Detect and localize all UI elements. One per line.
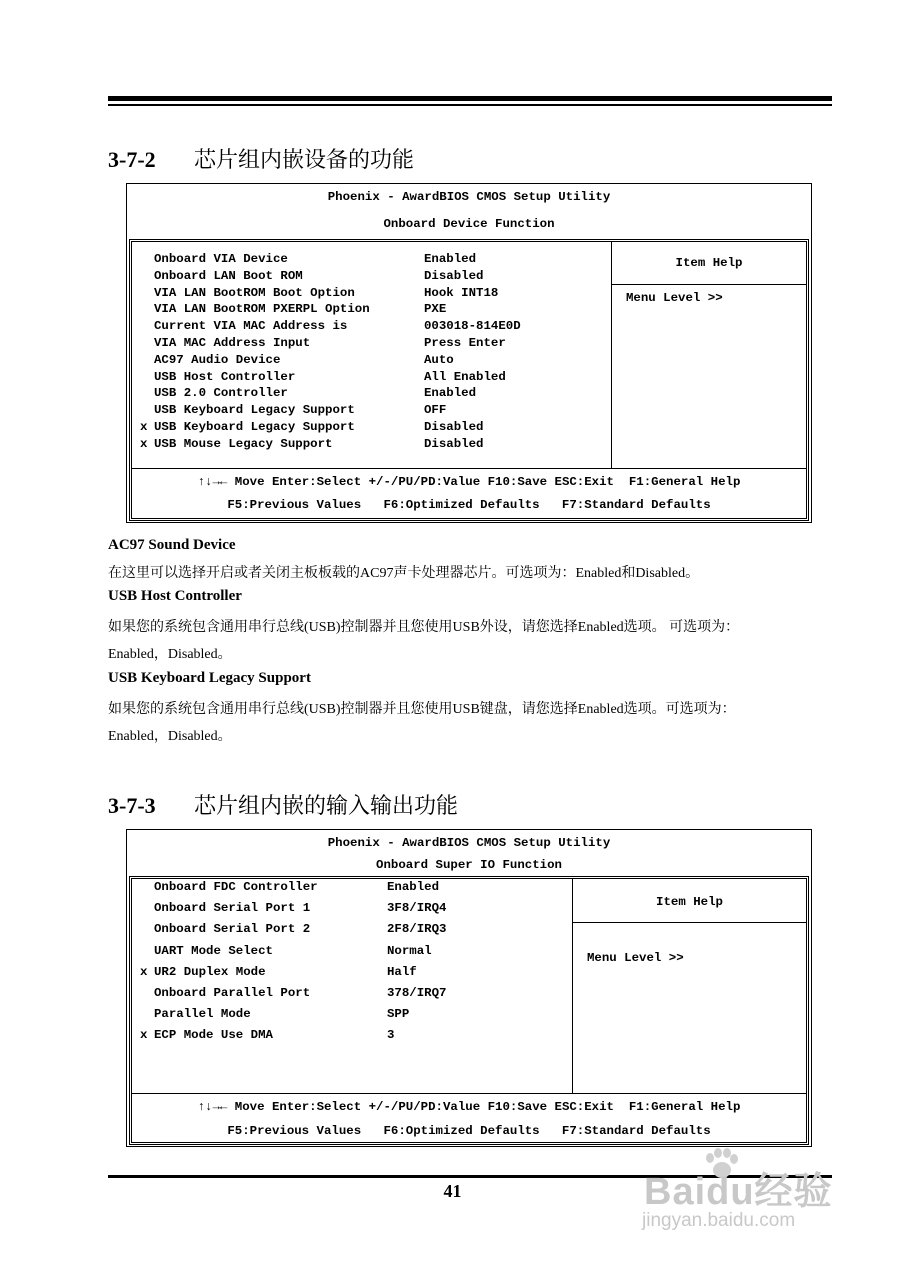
setting-label: USB Keyboard Legacy Support: [154, 403, 355, 418]
desc-text-usb-host-1: 如果您的系统包含通用串行总线(USB)控制器并且您使用USB外设，请您选择Enabled选项。 可选项为：: [108, 620, 740, 635]
bios-footer-keys: ↑↓→← Move Enter:Select +/-/PU/PD:Value F10:Save ESC:Exit F1:General Help: [197, 475, 741, 489]
setting-value[interactable]: Hook INT18: [424, 285, 499, 300]
setting-label: USB Mouse Legacy Support: [154, 436, 333, 451]
setting-label: Onboard VIA Device: [154, 252, 288, 266]
desc-text-usb-keyboard-2: Enabled，Disabled。: [108, 729, 232, 744]
disabled-marker: x: [140, 1028, 148, 1043]
desc-heading-ac97: AC97 Sound Device: [108, 537, 236, 553]
bios-inner-frame: [129, 876, 809, 1145]
bios-footer-defaults: F5:Previous Values F6:Optimized Defaults F7:Standard Defaults: [227, 1124, 711, 1138]
setting-label: Onboard Serial Port 1: [154, 901, 311, 916]
setting-label: AC97 Audio Device: [154, 352, 281, 367]
setting-value[interactable]: SPP: [387, 1007, 410, 1022]
section-number: 3-7-3: [108, 793, 156, 818]
setting-value[interactable]: Disabled: [424, 268, 484, 283]
setting-label: Current VIA MAC Address is: [154, 319, 348, 334]
item-help-title: Item Help: [675, 256, 743, 270]
setting-value[interactable]: Press Enter: [424, 336, 506, 350]
bios-header-subtitle: Onboard Device Function: [383, 217, 555, 231]
setting-label: USB 2.0 Controller: [154, 386, 288, 401]
item-help-title: Item Help: [656, 895, 723, 909]
setting-value[interactable]: 3F8/IRQ4: [387, 901, 447, 916]
section-title-3-7-2: [108, 143, 414, 174]
desc-heading-usb-keyboard: USB Keyboard Legacy Support: [108, 670, 311, 686]
setting-label: VIA LAN BootROM Boot Option: [154, 285, 355, 300]
desc-heading-usb-host: USB Host Controller: [108, 588, 242, 604]
bios-header-subtitle: Onboard Super IO Function: [376, 858, 562, 872]
setting-value[interactable]: Half: [387, 964, 417, 979]
setting-value[interactable]: All Enabled: [424, 369, 506, 384]
setting-label: UR2 Duplex Mode: [154, 964, 266, 979]
disabled-marker: x: [140, 436, 148, 451]
setting-label: Onboard LAN Boot ROM: [154, 268, 303, 283]
watermark-url: jingyan.baidu.com: [642, 1210, 796, 1231]
bios-header-title: Phoenix - AwardBIOS CMOS Setup Utility: [327, 190, 611, 204]
setting-value[interactable]: Auto: [424, 352, 454, 367]
setting-label: ECP Mode Use DMA: [154, 1028, 273, 1043]
bios-panel-super-io: [126, 829, 812, 1147]
item-help-panel: [611, 242, 806, 468]
setting-label: Parallel Mode: [154, 1007, 251, 1022]
setting-label: Onboard Parallel Port: [154, 986, 311, 1000]
setting-value[interactable]: 3: [387, 1028, 395, 1043]
bios-footer-defaults: F5:Previous Values F6:Optimized Defaults F7:Standard Defaults: [227, 498, 711, 512]
desc-text-ac97: 在这里可以选择开启或者关闭主板板载的AC97声卡处理器芯片。可选项为：Enabled和Disabled。: [108, 566, 700, 581]
setting-value[interactable]: PXE: [424, 302, 447, 317]
disabled-marker: x: [140, 964, 148, 979]
bios-footer-keys: ↑↓→← Move Enter:Select +/-/PU/PD:Value F10:Save ESC:Exit F1:General Help: [197, 1100, 741, 1114]
setting-value[interactable]: Enabled: [387, 880, 440, 894]
setting-value[interactable]: Disabled: [424, 420, 484, 434]
setting-label: Onboard Serial Port 2: [154, 922, 311, 937]
setting-value[interactable]: Disabled: [424, 436, 484, 451]
menu-level-label: Menu Level >>: [587, 951, 684, 965]
section-heading: 芯片组内嵌的输入输出功能: [194, 793, 459, 818]
setting-value[interactable]: OFF: [424, 403, 447, 418]
setting-label: UART Mode Select: [154, 943, 273, 958]
watermark-logo: Baidu经验: [644, 1171, 833, 1213]
setting-value[interactable]: 2F8/IRQ3: [387, 922, 447, 937]
header-rule: [108, 96, 832, 106]
setting-label: USB Host Controller: [154, 369, 296, 384]
section-title-3-7-3: [108, 789, 458, 820]
desc-text-usb-host-2: Enabled，Disabled。: [108, 647, 232, 662]
bios-header-title: Phoenix - AwardBIOS CMOS Setup Utility: [327, 836, 611, 850]
baidu-watermark: [640, 1148, 870, 1258]
page-number: 41: [443, 1181, 462, 1201]
desc-text-usb-keyboard-1: 如果您的系统包含通用串行总线(USB)控制器并且您使用USB键盘，请您选择Enabled选项。可选项为：: [108, 702, 736, 717]
setting-value[interactable]: 378/IRQ7: [387, 986, 447, 1000]
bios-panel-onboard-device: [126, 183, 812, 523]
bios-inner-frame: [129, 239, 809, 521]
setting-value[interactable]: 003018-814E0D: [424, 319, 521, 334]
section-heading: 芯片组内嵌设备的功能: [194, 147, 415, 172]
setting-value[interactable]: Enabled: [424, 386, 477, 401]
setting-label: VIA LAN BootROM PXERPL Option: [154, 302, 370, 317]
menu-level-label: Menu Level >>: [626, 291, 723, 305]
setting-label: Onboard FDC Controller: [154, 880, 318, 894]
setting-value[interactable]: Enabled: [424, 252, 477, 266]
setting-label: VIA MAC Address Input: [154, 336, 311, 350]
setting-label: USB Keyboard Legacy Support: [154, 420, 355, 434]
section-number: 3-7-2: [108, 147, 156, 172]
setting-value[interactable]: Normal: [387, 943, 432, 958]
disabled-marker: x: [140, 420, 148, 434]
item-help-panel: [572, 879, 806, 1093]
